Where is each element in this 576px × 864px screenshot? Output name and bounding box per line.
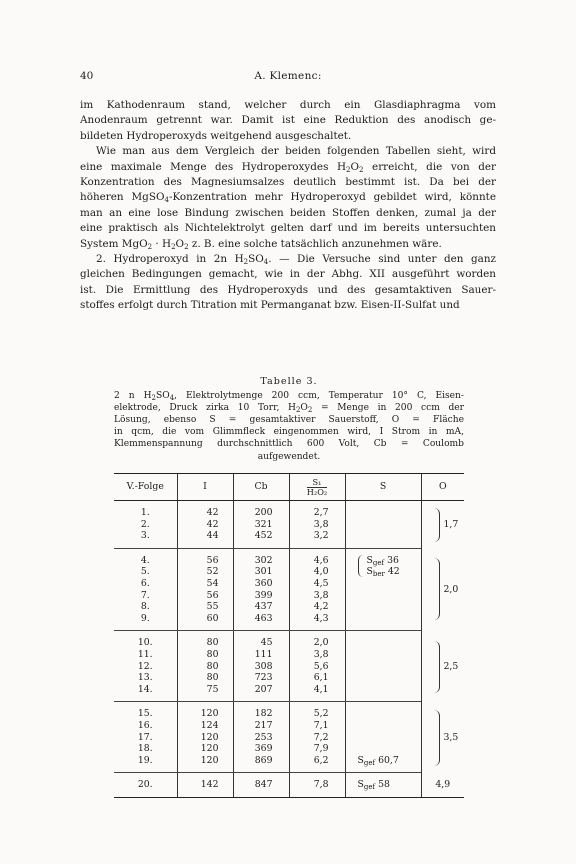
table-row: 13. 80 723 6,1 (114, 672, 464, 684)
brace (432, 710, 440, 766)
area-cell: 2,5 (421, 631, 464, 702)
text-line: eine maximale Menge des Hydroperoxydes $H_2O_2$ erreicht, die von der (80, 160, 496, 174)
text-line: 2. Hydroperoxyd in 2n $H_2SO_4$. — Die Versuche sind unter den ganz (96, 253, 497, 267)
table-row: 18. 120 369 7,9 (114, 743, 464, 755)
table-row: 15. 120 182 5,2 3,5 (114, 702, 464, 720)
caption-line: Lösung, ebenso S = gesamtaktiver Sauerstoff, O = Fläche (114, 415, 464, 426)
table-title: Tabelle 3. (260, 376, 318, 387)
text-line: Wie man aus dem Vergleich der beiden folgenden Tabellen sieht, wird (96, 145, 496, 158)
brace (432, 508, 440, 542)
table-row: 11. 80 111 3,8 (114, 649, 464, 661)
data-table (114, 473, 464, 798)
text-line: ist. Die Ermittlung des Hydroperoxyds und des gesamtaktiven Sauer- (80, 283, 496, 296)
table-row: 17. 120 253 7,2 (114, 732, 464, 744)
table-row: 14. 75 207 4,1 (114, 684, 464, 702)
text-line: Anodenraum getrennt war. Damit ist eine Reduktion des anodisch ge- (80, 114, 496, 127)
table-header-row (114, 474, 464, 501)
area-cell: 2,0 (421, 548, 464, 631)
area-cell: 4,9 (421, 773, 464, 798)
caption-line: in qcm, die vom Glimmfleck eingenommen wird, I Strom in mA, (114, 427, 464, 438)
table-row: 12. 80 308 5,6 (114, 661, 464, 673)
area-cell: 1,7 (421, 501, 464, 549)
text-line: höheren MgSO$_4$-Konzentration mehr Hydroperoxyd gebildet wird, könnte (80, 191, 497, 205)
table-row: 6. 54 360 4,5 (114, 578, 464, 590)
table-row: 9. 60 463 4,3 (114, 613, 464, 631)
oxygen-cell: $S_{gef}$ 36 $S_{ber}$ 42 (345, 548, 421, 578)
table-row: 5. 52 301 4,0 (114, 566, 464, 578)
caption-line: aufgewendet. (257, 451, 321, 462)
text-line: bildeten Hydroperoxyds weitgehend ausgeschaltet. (80, 129, 352, 142)
table-row: 16. 124 217 7,1 (114, 720, 464, 732)
header-area: O (421, 474, 464, 501)
brace (432, 558, 440, 620)
header-coulomb: Cb (233, 474, 289, 501)
running-header (80, 70, 496, 84)
text-line: im Kathodenraum stand, welcher durch ein Glasdiaphragma vom (80, 99, 496, 111)
table-row: 20. 142 847 7,8 $S_{gef}$ 58 4,9 (114, 773, 464, 798)
header-ratio: $\frac{\text{S₁}}{\text{H₂O₂}}$ (289, 474, 345, 501)
table-caption (114, 376, 464, 463)
header-oxygen: S (345, 474, 421, 501)
area-cell: 3,5 (421, 702, 464, 773)
running-author: A. Klemenc: (254, 70, 322, 82)
text-line: System $MgO_2 \cdot H_2O_2$ z. B. eine solche tatsächlich anzunehmen wäre. (80, 237, 442, 251)
table-row: 7. 56 399 3,8 (114, 590, 464, 602)
page-number: 40 (80, 70, 94, 82)
table-row: 4. 56 302 4,6 $S_{gef}$ 36 $S_{ber}$ 42 2,0 (114, 548, 464, 566)
caption-line: elektrode, Druck zirka 10 Torr, $H_2O_2$ = Menge in 200 ccm der (114, 403, 465, 415)
caption-line: 2 n $H_2SO_4$, Elektrolytmenge 200 ccm, Temperatur 10° C, Eisen- (114, 391, 464, 403)
body-text (80, 98, 496, 314)
table-row: 2. 42 321 3,8 (114, 519, 464, 531)
text-line: eine praktisch als Nichtelektrolyt gelten darf und im bereits untersuchten (80, 222, 496, 235)
brace (432, 641, 440, 693)
text-line: Konzentration des Magnesiumsalzes deutlich bestimmt ist. Da bei der (80, 176, 496, 189)
table-row: 8. 55 437 4,2 (114, 601, 464, 613)
table-row: 19. 120 869 6,2 $S_{gef}$ 60,7 (114, 755, 464, 773)
text-line: stoffes erfolgt durch Titration mit Permanganat bzw. Eisen-II-Sulfat und (80, 299, 460, 312)
text-line: gleichen Bedingungen gemacht, wie in der Abhg. XII ausgeführt worden (80, 268, 496, 281)
table-row: 10. 80 45 2,0 2,5 (114, 631, 464, 649)
header-current: I (177, 474, 233, 501)
header-folge: V.-Folge (114, 474, 177, 501)
oxygen-cell: $S_{gef}$ 60,7 (345, 755, 421, 773)
caption-line: Klemmenspannung durchschnittlich 600 Volt, Cb = Coulomb (114, 439, 464, 450)
text-line: man an eine lose Bindung zwischen beiden Stoffen denken, zumal ja der (80, 206, 496, 219)
oxygen-cell: $S_{gef}$ 58 (345, 773, 421, 798)
table-row: 1. 42 200 2,7 1,7 (114, 501, 464, 519)
table-row: 3. 44 452 3,2 (114, 530, 464, 548)
